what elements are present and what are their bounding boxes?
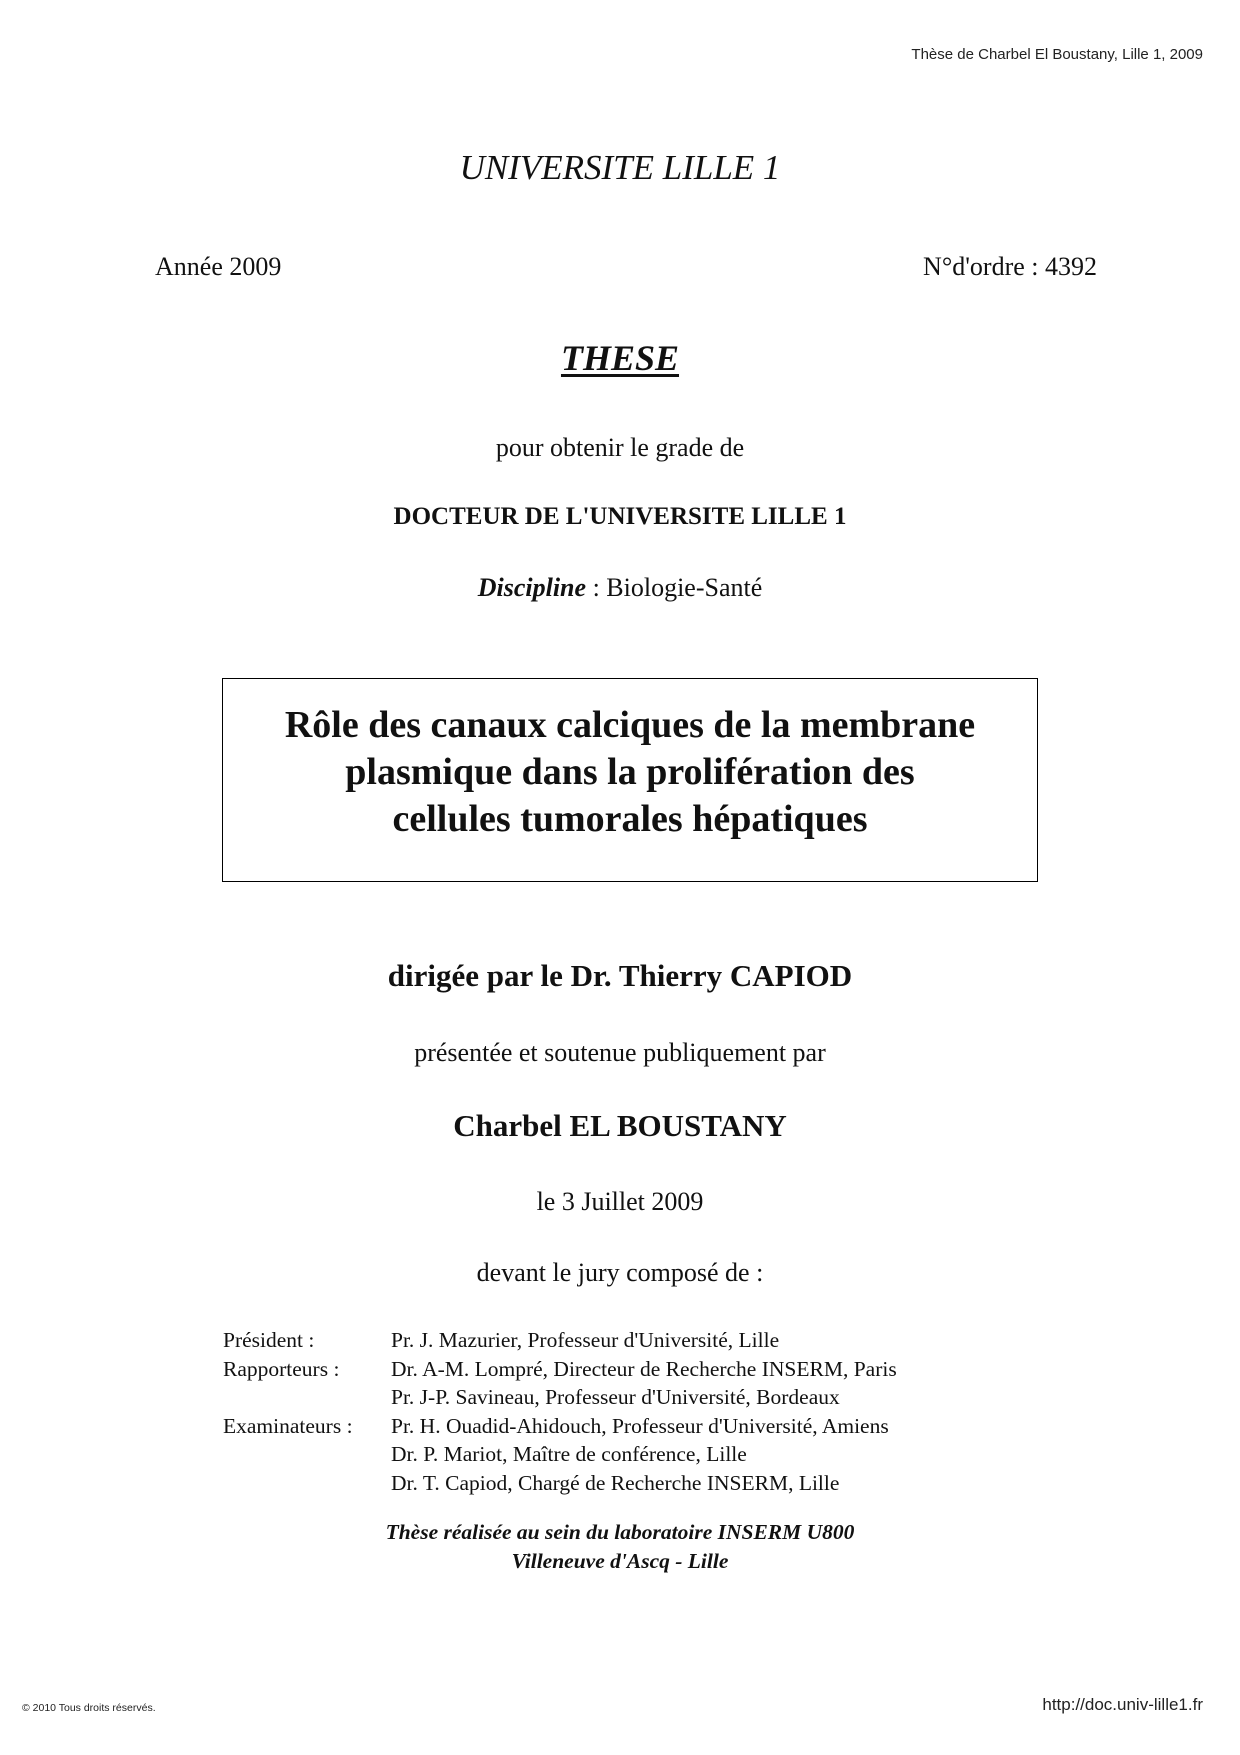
director: dirigée par le Dr. Thierry CAPIOD	[387, 958, 853, 993]
jury-row	[223, 1469, 897, 1498]
grade-intro: pour obtenir le grade de	[495, 433, 745, 462]
discipline-value: Biologie-Santé	[606, 573, 763, 602]
jury-row	[223, 1440, 897, 1469]
discipline-separator: :	[586, 573, 607, 602]
jury-row	[223, 1326, 897, 1355]
year: Année 2009	[155, 252, 282, 281]
laboratory-line: Thèse réalisée au sein du laboratoire INSERM U800	[385, 1520, 855, 1544]
jury-role	[223, 1383, 391, 1412]
document-type-heading	[0, 337, 1240, 379]
jury-row	[223, 1383, 897, 1412]
laboratory-location: Villeneuve d'Ascq - Lille	[511, 1549, 729, 1573]
jury-role: Rapporteurs :	[223, 1356, 340, 1381]
order-number: N°d'ordre : 4392	[923, 252, 1097, 281]
jury-member: Dr. T. Capiod, Chargé de Recherche INSERM, Lille	[391, 1470, 840, 1495]
thesis-title-line: plasmique dans la prolifération des	[345, 750, 915, 793]
thesis-title-line: cellules tumorales hépatiques	[392, 797, 868, 840]
degree: DOCTEUR DE L'UNIVERSITE LILLE 1	[393, 503, 847, 530]
jury-intro: devant le jury composé de :	[476, 1258, 764, 1287]
these-label: THESE	[560, 338, 680, 378]
jury-list	[223, 1326, 897, 1498]
laboratory-note	[0, 1518, 1240, 1576]
presented-by: présentée et soutenue publiquement par	[414, 1038, 826, 1067]
jury-role	[223, 1440, 391, 1469]
footer-copyright: © 2010 Tous droits réservés.	[22, 1702, 156, 1714]
jury-row	[223, 1412, 897, 1441]
footer-url-link[interactable]: http://doc.univ-lille1.fr	[1042, 1695, 1203, 1714]
jury-member: Pr. J-P. Savineau, Professeur d'Université, Bordeaux	[391, 1385, 840, 1410]
university-name: UNIVERSITE LILLE 1	[459, 148, 781, 187]
jury-role	[223, 1469, 391, 1498]
jury-role: Examinateurs :	[223, 1413, 353, 1438]
jury-member: Dr. P. Mariot, Maître de conférence, Lille	[391, 1442, 747, 1467]
header-note: Thèse de Charbel El Boustany, Lille 1, 2009	[911, 46, 1203, 63]
jury-member: Pr. J. Mazurier, Professeur d'Université, Lille	[391, 1328, 780, 1352]
defense-date: le 3 Juillet 2009	[536, 1187, 704, 1216]
thesis-title-box	[222, 678, 1038, 882]
thesis-title-line: Rôle des canaux calciques de la membrane	[284, 703, 976, 746]
jury-member: Pr. H. Ouadid-Ahidouch, Professeur d'Université, Amiens	[391, 1413, 889, 1438]
jury-row	[223, 1355, 897, 1384]
discipline-label: Discipline	[477, 573, 587, 602]
thesis-title	[285, 702, 975, 843]
jury-member: Dr. A-M. Lompré, Directeur de Recherche INSERM, Paris	[391, 1356, 897, 1381]
jury-role: Président :	[223, 1328, 315, 1352]
author-name: Charbel EL BOUSTANY	[453, 1108, 787, 1143]
discipline	[0, 573, 1240, 603]
